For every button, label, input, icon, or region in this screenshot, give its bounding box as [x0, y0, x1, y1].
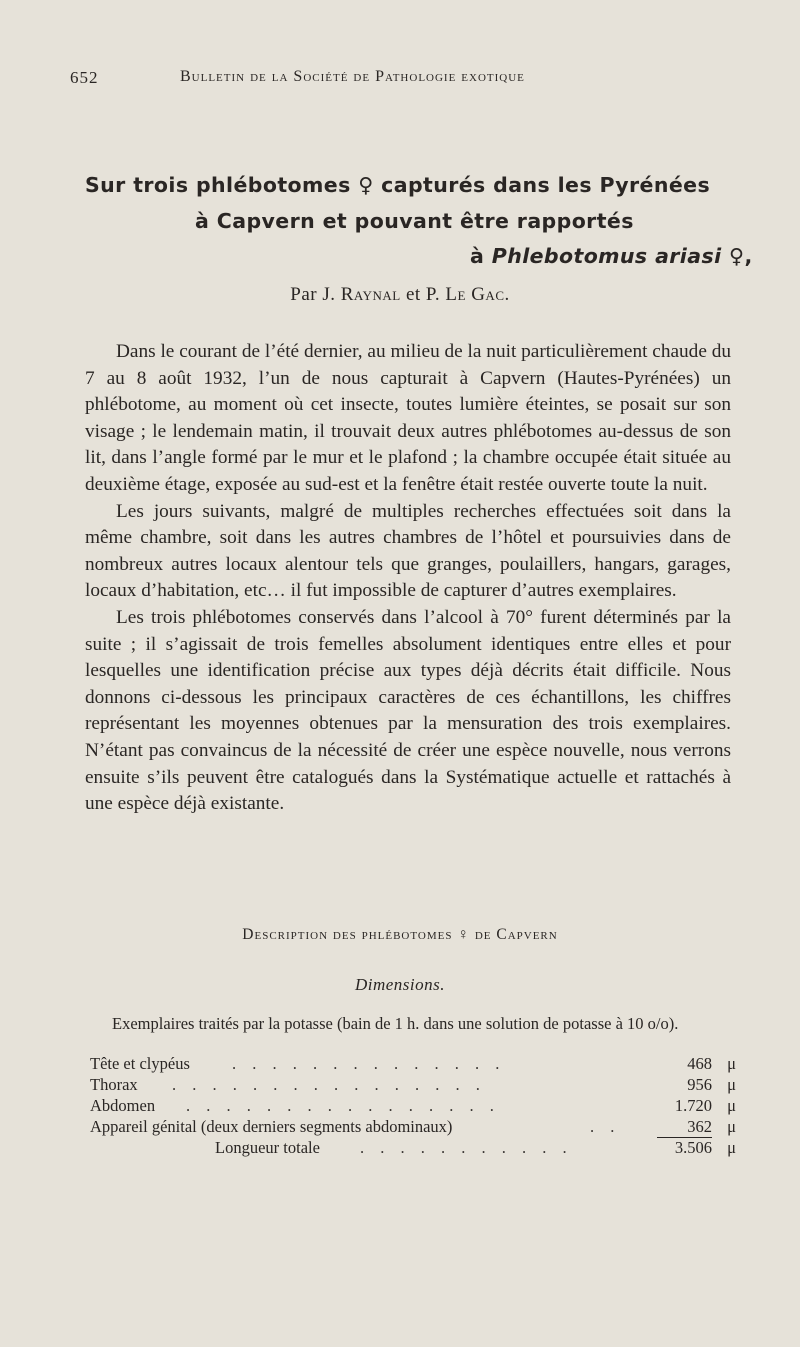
authors-suffix: .	[504, 284, 510, 305]
dimension-unit: μ	[727, 1054, 736, 1073]
paragraph: Les jours suivants, malgré de multiples recherches effectuées soit dans la même chambre, soit dans les autres chambres de l’hôtel et poursuivies dans de nombreux autres locaux alentour tels que granges, poulaillers, hangars, garages, locaux d’habitation, etc… il fut impossible de capturer d’autres exemplaires.	[85, 500, 731, 602]
dimension-value: 956	[687, 1075, 712, 1094]
running-header	[70, 68, 730, 92]
article-title-line-2: à Capvern et pouvant être rapportés	[195, 209, 634, 233]
dimension-unit: μ	[727, 1138, 736, 1157]
article-title-line-1: Sur trois phlébotomes ♀ capturés dans les Pyrénées	[85, 173, 711, 197]
dimensions-table	[90, 1054, 736, 1159]
authors-prefix: Par J.	[290, 284, 341, 305]
dimension-label: Longueur totale	[215, 1138, 320, 1157]
species-name: Phlebotomus ariasi	[491, 244, 722, 268]
dimension-unit: μ	[727, 1096, 736, 1115]
dimension-unit: μ	[727, 1117, 736, 1136]
dimension-row	[90, 1117, 736, 1138]
dimension-label: Appareil génital (deux derniers segments abdominaux)	[90, 1117, 453, 1136]
dimension-value: 362	[657, 1117, 712, 1138]
paragraph: Les trois phlébotomes conservés dans l’alcool à 70° furent déterminés par la suite ; il s’agissait de trois femelles absolument identiques entre elles et pour lesquelles une identification précise aux types déjà décrits était difficile. Nous donnons ci-dessous les principaux caractères de ces échantillons, les chiffres représentant les moyennes obtenues par la mensuration des trois exemplaires. N’étant pas convaincus de la nécessité de créer une espèce nouvelle, nous verrons ensuite s’ils peuvent être catalogués dans la Systématique actuelle et rattachés à une espèce déjà existante.	[85, 606, 731, 815]
dimension-label: Abdomen	[90, 1096, 156, 1115]
paragraph: Dans le courant de l’été dernier, au milieu de la nuit particulièrement chaude du 7 au 8 août 1932, l’un de nous capturait à Capvern (Hautes-Pyrénées) un phlébotome, au moment où cet insecte, toutes lumière éteintes, se posait sur son visage ; le lendemain matin, il trouvait deux autres phlébotomes au-dessus de son lit, dans l’angle formé par le mur et le plafond ; la chambre occupée était située au deuxième étage, exposée au sud-est et la fenêtre était restée ouverte toute la nuit.	[85, 341, 731, 495]
section-heading: Description des phlébotomes ♀ de Capvern	[242, 926, 558, 943]
page-number: 652	[70, 68, 99, 87]
subsection-heading: Dimensions.	[354, 975, 446, 994]
authors-line	[0, 284, 800, 306]
leader-dots: . . . . . . . . . . . . . . . .	[186, 1096, 500, 1115]
dimension-row	[90, 1075, 736, 1096]
dimension-total-row	[90, 1138, 736, 1159]
leader-dots: . .	[590, 1117, 621, 1136]
dimension-value: 1.720	[674, 1096, 712, 1115]
author-le-gac: Le Gac	[445, 284, 505, 305]
title-prefix: à	[470, 244, 492, 268]
running-title: Bulletin de la Société de Pathologie exotique	[180, 68, 525, 85]
dimension-value: 468	[687, 1054, 712, 1073]
author-raynal: Raynal	[340, 284, 401, 305]
dimension-value: 3.506	[674, 1138, 712, 1157]
authors-middle: et P.	[400, 284, 446, 305]
dimension-row	[90, 1096, 736, 1117]
article-title-line-3	[470, 244, 800, 268]
title-suffix: ♀,	[721, 244, 753, 268]
article-body	[85, 339, 731, 818]
dimensions-intro: Exemplaires traités par la potasse (bain de 1 h. dans une solution de potasse à 10 o/o).	[112, 1014, 679, 1033]
dimension-label: Thorax	[90, 1075, 138, 1094]
leader-dots: . . . . . . . . . . .	[360, 1138, 573, 1157]
dimension-label: Tête et clypéus	[90, 1054, 190, 1073]
dimension-unit: μ	[727, 1075, 736, 1094]
leader-dots: . . . . . . . . . . . . . . . .	[172, 1075, 486, 1094]
leader-dots: . . . . . . . . . . . . . .	[232, 1054, 506, 1073]
dimension-row	[90, 1054, 736, 1075]
